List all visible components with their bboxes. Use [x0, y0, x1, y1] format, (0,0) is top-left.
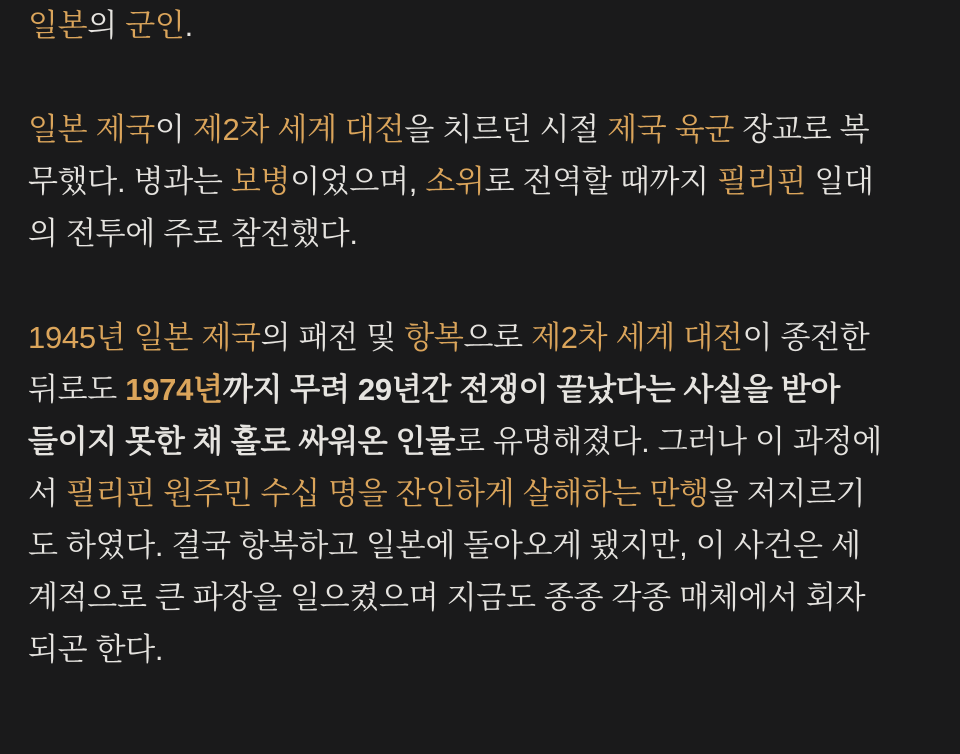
paragraph [28, 0, 934, 52]
text-segment: 계적으로 큰 파장을 일으켰으며 지금도 종종 각종 매체에서 회자 [28, 580, 866, 615]
wiki-link[interactable]: 제2차 세계 대전 [192, 112, 405, 147]
wiki-link[interactable]: 일본 제국 [28, 112, 155, 147]
wiki-link[interactable]: 군인 [125, 8, 185, 43]
text-line [28, 0, 934, 52]
text-segment: 뒤로도 [28, 372, 126, 407]
paragraph [28, 104, 934, 260]
text-line [28, 156, 934, 208]
text-segment: 을 치르던 시절 [404, 112, 608, 147]
text-segment [125, 320, 133, 355]
text-line [28, 104, 934, 156]
text-segment: 일대 [806, 164, 874, 199]
text-segment: 도 하였다. 결국 항복하고 일본에 돌아오게 됐지만, 이 사건은 세 [28, 528, 861, 563]
text-segment: 의 [87, 8, 126, 43]
wiki-link[interactable]: 보병 [230, 164, 291, 199]
wiki-link[interactable]: 일본 제국 [133, 320, 261, 355]
text-line [28, 468, 934, 520]
wiki-link[interactable]: 1945년 [28, 320, 126, 355]
text-line [28, 208, 934, 260]
wiki-link[interactable]: 소위 [425, 164, 485, 199]
wiki-link[interactable]: 일본 [28, 8, 88, 43]
text-line [28, 312, 934, 364]
wiki-link[interactable]: 제국 육군 [607, 112, 735, 147]
text-line [28, 572, 934, 624]
wiki-link[interactable]: 1974년 [125, 372, 223, 407]
wiki-link[interactable]: 항복 [404, 320, 464, 355]
text-line [28, 624, 934, 676]
wiki-link[interactable]: 필리핀 원주민 수십 명을 잔인하게 살해하는 만행 [65, 476, 709, 511]
text-segment: . [184, 8, 193, 43]
wiki-link[interactable]: 필리핀 [717, 164, 807, 199]
text-line [28, 364, 934, 416]
text-segment: 되곤 한다. [28, 632, 164, 667]
text-segment: 장교로 복 [734, 112, 870, 147]
text-segment: 들이지 못한 채 홀로 싸워온 인물 [28, 424, 455, 459]
text-segment: 이었으며, [290, 164, 426, 199]
text-segment: 서 [28, 476, 66, 511]
text-segment: 이 종전한 [742, 320, 870, 355]
text-line [28, 520, 934, 572]
text-segment: 을 저지르기 [708, 476, 866, 511]
text-segment: 이 [154, 112, 193, 147]
text-segment: 까지 무려 29년간 전쟁이 끝났다는 사실을 받아 [222, 372, 841, 407]
text-segment: 의 패전 및 [260, 320, 405, 355]
text-segment: 로 전역할 때까지 [484, 164, 718, 199]
text-line [28, 416, 934, 468]
text-segment: 으로 [463, 320, 532, 355]
text-segment: 무했다. 병과는 [28, 164, 231, 199]
text-segment: 의 전투에 주로 참전했다. [28, 216, 358, 251]
text-segment: 로 유명해졌다. 그러나 이 과정에 [454, 424, 882, 459]
paragraph [28, 312, 934, 676]
wiki-link[interactable]: 제2차 세계 대전 [531, 320, 743, 355]
